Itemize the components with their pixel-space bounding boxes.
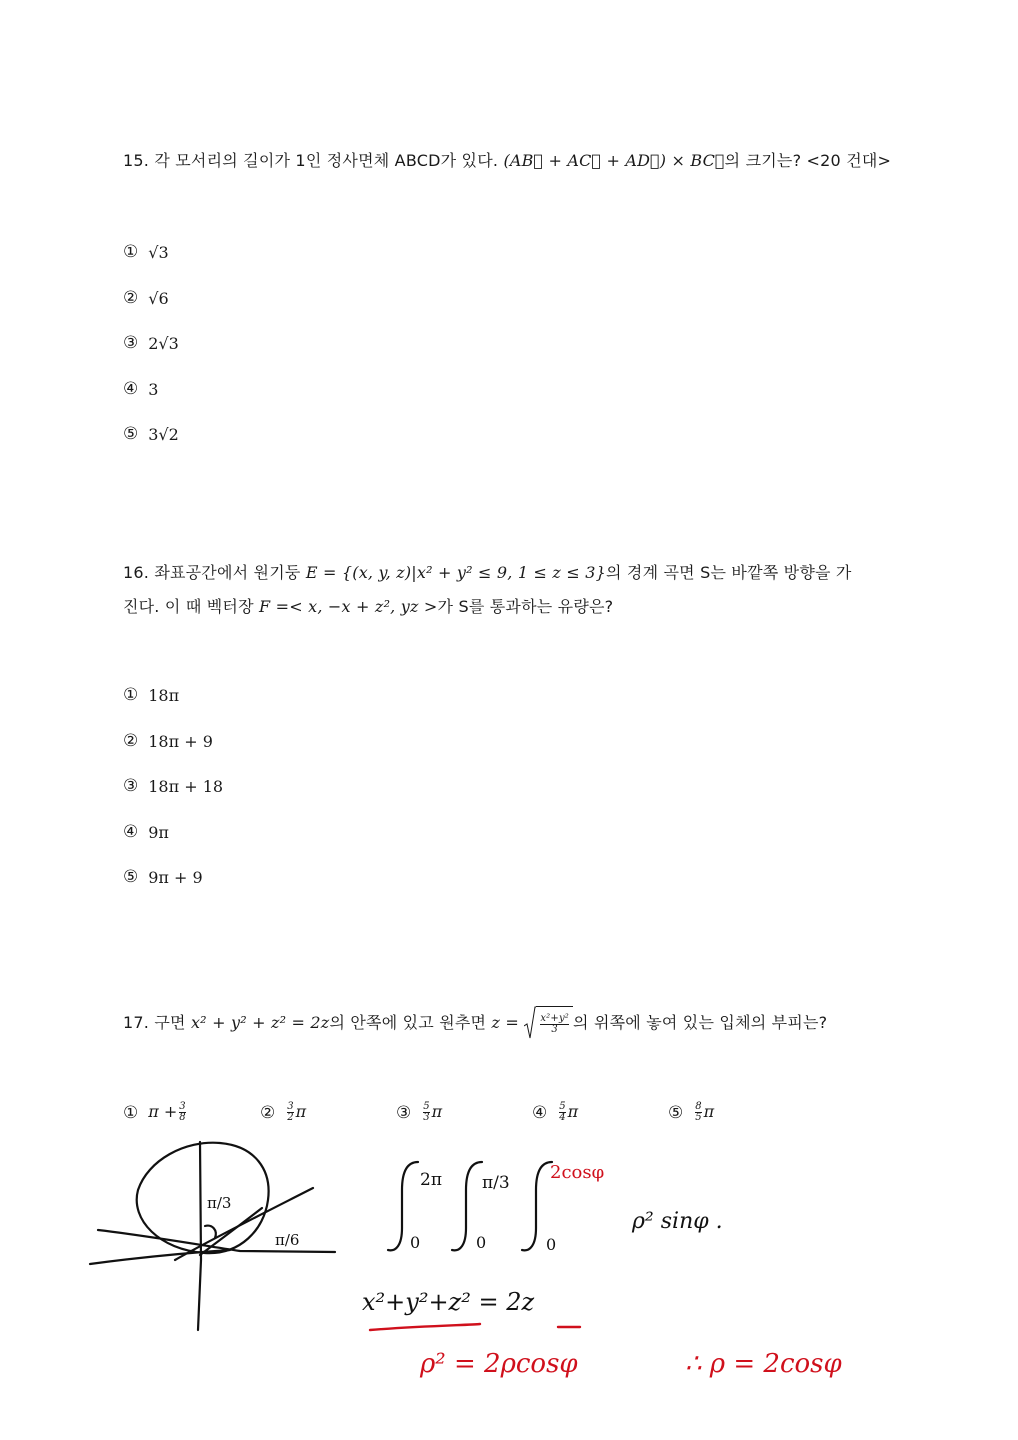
option-number: ② (123, 731, 139, 751)
option-number: ① (123, 685, 139, 705)
option-number: ③ (396, 1102, 412, 1123)
option-number: ① (123, 242, 139, 262)
q16-line2-tail: 가 S를 통과하는 유량은? (437, 597, 614, 616)
q17-tail: 의 위쪽에 놓여 있는 입체의 부피는? (573, 1012, 828, 1032)
option-value: 9π (148, 822, 169, 842)
option-number: ① (123, 1102, 139, 1123)
option-number: ⑤ (123, 424, 139, 444)
q17-mid-text: 의 안쪽에 있고 원추면 (329, 1012, 487, 1032)
q15-vector-expression: (AB⃗ + AC⃗ + AD⃗) × BC⃗ (503, 151, 725, 170)
option-value: $\frac{5}{4}$ π (559, 1101, 579, 1123)
option-value: 3 (148, 379, 159, 399)
q15-text: 15. 각 모서리의 길이가 1인 정사면체 ABCD가 있다. (123, 151, 499, 170)
sketch-circle (137, 1143, 269, 1253)
q16-line1-text: 16. 좌표공간에서 원기둥 (123, 563, 301, 582)
sketch-cone-line-2 (200, 1208, 262, 1255)
q16-vector-field: F =< x, −x + z², yz > (259, 597, 438, 616)
option-value: 3√2 (148, 424, 179, 444)
option-number: ⑤ (123, 867, 139, 887)
option-value: 18π + 18 (148, 776, 224, 796)
option-number: ② (260, 1102, 276, 1123)
integral-lower-1: 0 (410, 1233, 421, 1252)
sketch-vertical-axis (198, 1142, 201, 1330)
rho-equation-right: ∴ ρ = 2cosφ (685, 1349, 842, 1379)
option-number: ⑤ (668, 1102, 684, 1123)
option-number: ④ (532, 1102, 548, 1123)
option-value: 9π + 9 (148, 867, 203, 887)
q17-text: 17. 구면 (123, 1012, 186, 1032)
q17-cone-lhs: z = (491, 1012, 520, 1032)
integral-upper-1: 2π (420, 1170, 442, 1190)
q16-cylinder-set: E = {(x, y, z)|x² + y² ≤ 9, 1 ≤ z ≤ 3} (305, 563, 606, 582)
option-value: 2√3 (148, 333, 179, 353)
option-value: 18π (148, 685, 180, 705)
sketch-angle-label-1: π/3 (207, 1194, 232, 1212)
option-number: ③ (123, 776, 139, 796)
cone-numerator: x²+y² (540, 1013, 570, 1024)
option-number: ④ (123, 379, 139, 399)
q17-sphere-equation: x² + y² + z² = 2z (190, 1012, 330, 1032)
q16-line2-text: 진다. 이 때 벡터장 (123, 597, 254, 616)
integral-lower-3: 0 (546, 1235, 557, 1254)
option-value: $\frac{5}{3}$ π (423, 1101, 443, 1123)
sketch-horizontal-axis-2 (90, 1250, 230, 1264)
integral-upper-2: π/3 (482, 1173, 510, 1193)
option-value: $\frac{3}{2}$ π (287, 1101, 307, 1123)
integral-lower-2: 0 (476, 1233, 487, 1252)
integrand: ρ² sinφ . (632, 1209, 723, 1234)
option-value: π + $\frac{3}{8}$ (148, 1101, 186, 1123)
option-value: √6 (148, 288, 169, 308)
integral-upper-3: 2cosφ (550, 1162, 605, 1183)
sketch-cone-line-1 (175, 1188, 313, 1260)
sphere-equation-note: x²+y²+z² = 2z (362, 1288, 535, 1316)
option-number: ③ (123, 333, 139, 353)
rho-equation-left: ρ² = 2ρcosφ (420, 1349, 578, 1379)
q15-tail: 의 크기는? <20 건대> (724, 151, 892, 170)
option-value: $\frac{8}{5}$ π (695, 1101, 715, 1123)
cone-denominator: 3 (551, 1024, 558, 1035)
option-number: ② (123, 288, 139, 308)
option-number: ④ (123, 822, 139, 842)
sketch-angle-arc (205, 1226, 216, 1238)
option-value: √3 (148, 242, 169, 262)
option-value: 18π + 9 (148, 731, 213, 751)
sketch-angle-label-2: π/6 (275, 1231, 300, 1249)
q16-line1-tail: 의 경계 곡면 S는 바깥쪽 방향을 가 (605, 563, 852, 582)
equation-underline-1 (370, 1324, 480, 1330)
